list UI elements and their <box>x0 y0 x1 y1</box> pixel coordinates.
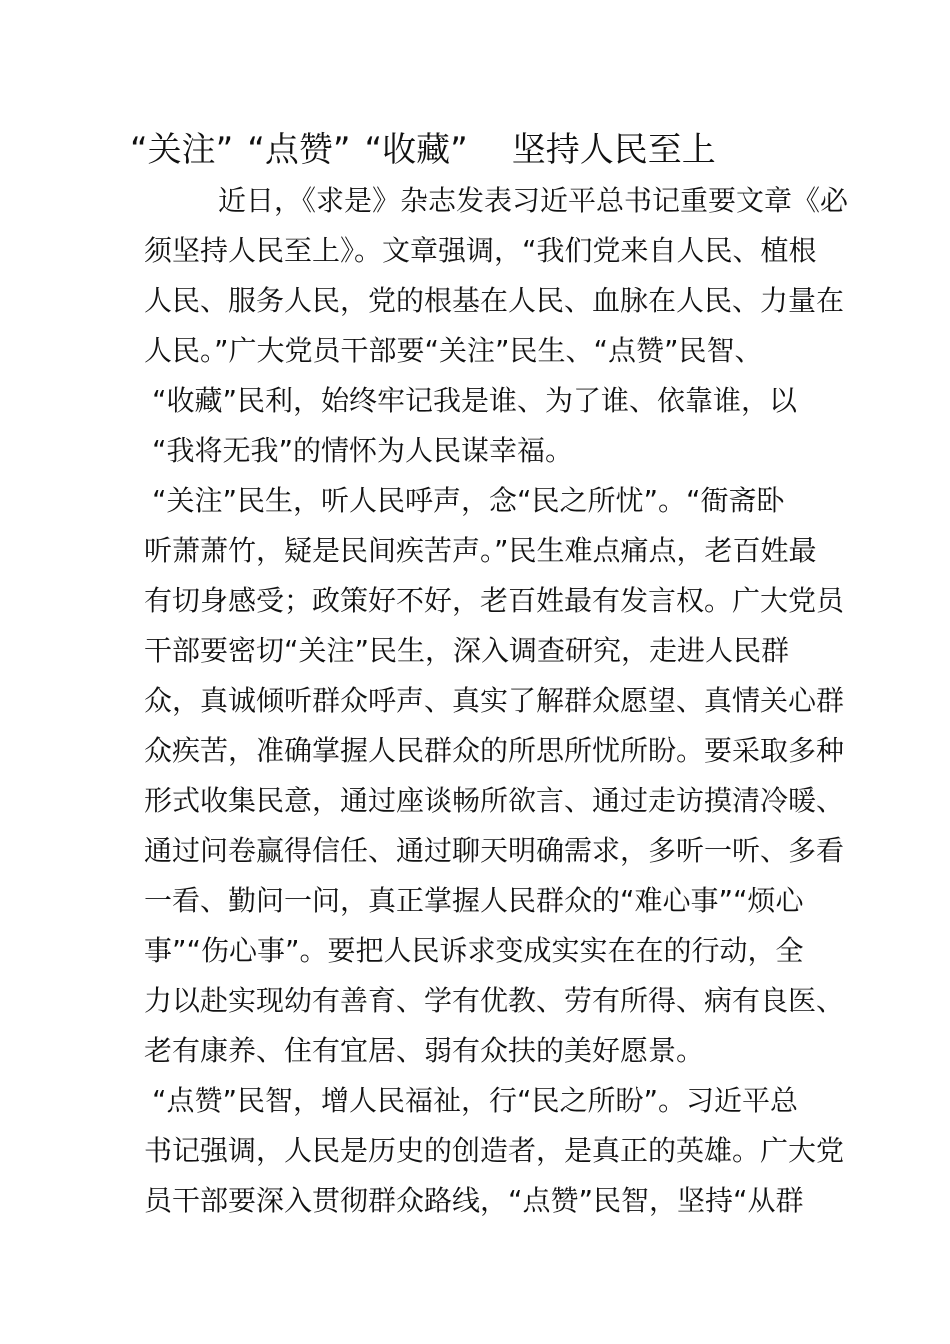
title-part-3: “收藏” <box>364 130 468 170</box>
body-line: “关注”民生，听人民呼声，念“民之所忧”。“衙斋卧 <box>152 484 785 517</box>
body-line: 通过问卷赢得信任、通过聊天明确需求，多听一听、多看 <box>144 834 845 867</box>
body-line: 干部要密切“关注”民生，深入调查研究，走进人民群 <box>144 634 790 667</box>
body-line: 形式收集民意，通过座谈畅所欲言、通过走访摸清冷暖、 <box>144 784 845 817</box>
body-line: 老有康养、住有宜居、弱有众扶的美好愿景。 <box>144 1034 705 1067</box>
body-line: “收藏”民利，始终牢记我是谁、为了谁、依靠谁，以 <box>152 384 798 417</box>
body-line: 众疾苦，准确掌握人民群众的所思所忧所盼。要采取多种 <box>144 734 845 767</box>
body-line: “点赞”民智，增人民福祉，行“民之所盼”。习近平总 <box>152 1084 799 1117</box>
body-line: 书记强调，人民是历史的创造者，是真正的英雄。广大党 <box>144 1134 845 1167</box>
body-line: 众，真诚倾听群众呼声、真实了解群众愿望、真情关心群 <box>144 684 845 717</box>
body-line: 员干部要深入贯彻群众路线，“点赞”民智，坚持“从群 <box>144 1184 804 1217</box>
body-line: “我将无我”的情怀为人民谋幸福。 <box>152 434 574 467</box>
title-part-2: “点赞” <box>247 130 351 170</box>
body-line: 力以赴实现幼有善育、学有优教、劳有所得、病有良医、 <box>144 984 845 1017</box>
article-title <box>130 126 820 174</box>
body-line: 一看、勤问一问，真正掌握人民群众的“难心事”“烦心 <box>144 884 804 917</box>
body-line: 人民。”广大党员干部要“关注”民生、“点赞”民智、 <box>144 334 763 367</box>
body-line: 须坚持人民至上》。文章强调，“我们党来自人民、植根 <box>144 234 817 267</box>
body-line: 事”“伤心事”。要把人民诉求变成实实在在的行动，全 <box>144 934 804 967</box>
body-line: 人民、服务人民，党的根基在人民、血脉在人民、力量在 <box>144 284 845 317</box>
title-part-1: “关注” <box>130 130 234 170</box>
body-line: 有切身感受；政策好不好，老百姓最有发言权。广大党员 <box>144 584 845 617</box>
title-part-4: 坚持人民至上 <box>511 130 716 170</box>
body-line: 听萧萧竹，疑是民间疾苦声。”民生难点痛点，老百姓最 <box>144 534 817 567</box>
body-line: 近日，《求是》杂志发表习近平总书记重要文章《必 <box>218 184 849 217</box>
